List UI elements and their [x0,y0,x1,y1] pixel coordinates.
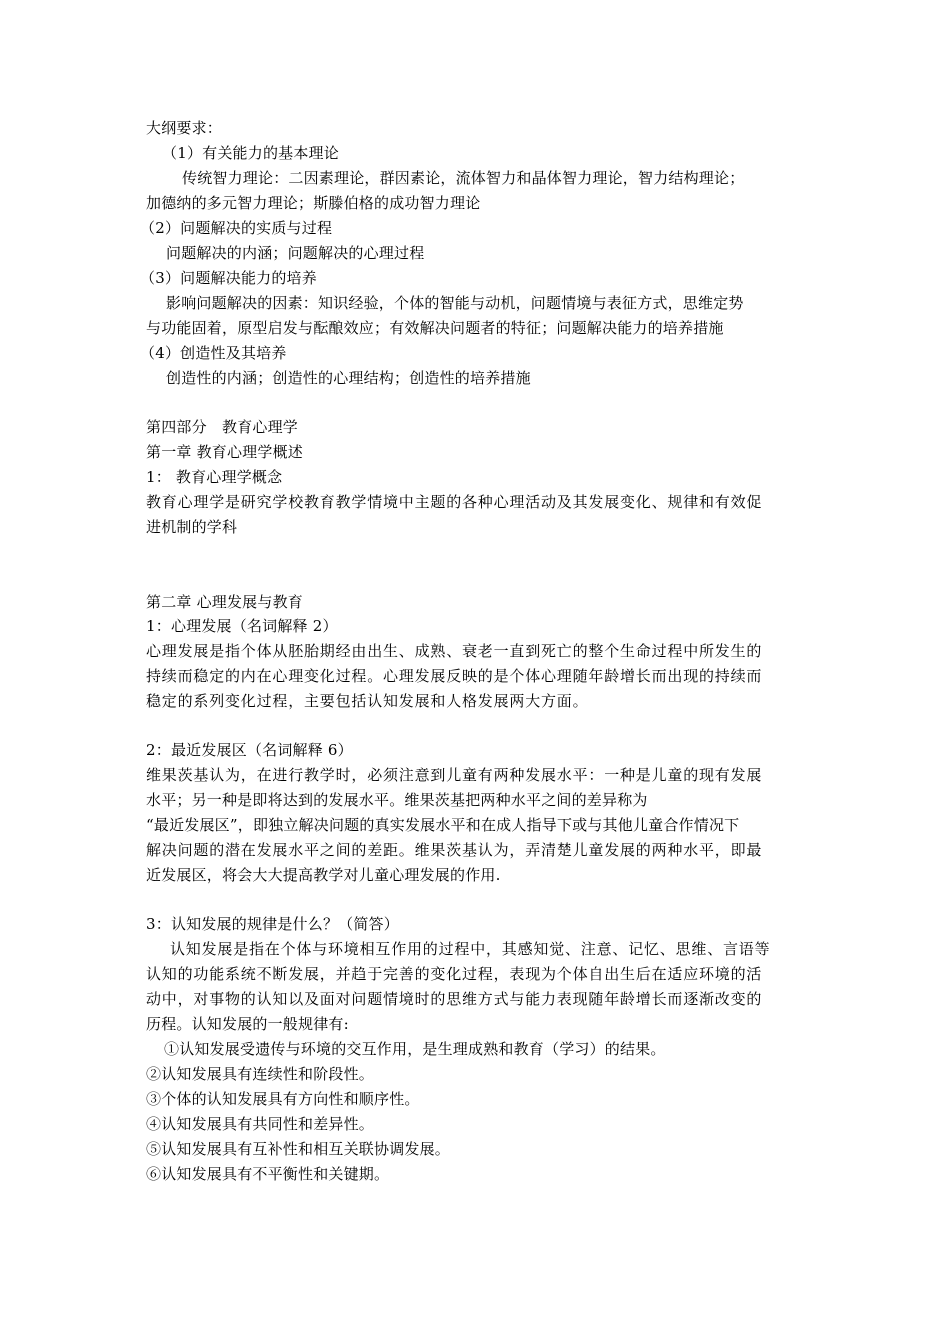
rule-4: ④认知发展具有共同性和差异性。 [146,1115,375,1133]
section-2-title: （2）问题解决的实质与过程 [140,219,333,237]
item-1-body-line-2: 进机制的学科 [146,518,238,536]
q2-body-line-3: “最近发展区”，即独立解决问题的真实发展水平和在成人指导下或与其他儿童合作情况下 [146,816,740,834]
chapter-2-title: 第二章 心理发展与教育 [146,593,303,611]
q2-body-line-2: 水平；另一种是即将达到的发展水平。维果茨基把两种水平之间的差异称为 [146,791,648,809]
rule-3: ③个体的认知发展具有方向性和顺序性。 [146,1090,420,1108]
section-1-body-line-2: 加德纳的多元智力理论；斯滕伯格的成功智力理论 [146,194,481,212]
q2-title: 2：最近发展区（名词解释 6） [146,741,353,759]
q1-body-line-1: 心理发展是指个体从胚胎期经由出生、成熟、衰老一直到死亡的整个生命过程中所发生的 [146,642,763,660]
q3-body-line-4: 历程。认知发展的一般规律有: [146,1015,349,1033]
rule-1: ①认知发展受遗传与环境的交互作用，是生理成熟和教育（学习）的结果。 [164,1040,666,1058]
section-4-body: 创造性的内涵；创造性的心理结构；创造性的培养措施 [166,369,531,387]
section-2-body: 问题解决的内涵；问题解决的心理过程 [166,244,425,262]
q2-body-line-5: 近发展区，将会大大提高教学对儿童心理发展的作用. [146,866,501,884]
q2-body-line-1: 维果茨基认为，在进行教学时，必须注意到儿童有两种发展水平：一种是儿童的现有发展 [146,766,763,784]
q3-body-line-3: 动中，对事物的认知以及面对问题情境时的思维方式与能力表现随年龄增长而逐渐改变的 [146,990,763,1008]
q3-body-line-2: 认知的功能系统不断发展，并趋于完善的变化过程，表现为个体自出生后在适应环境的活 [146,965,763,983]
rule-2: ②认知发展具有连续性和阶段性。 [146,1065,375,1083]
q2-body-line-4: 解决问题的潜在发展水平之间的差距。维果茨基认为，弄清楚儿童发展的两种水平，即最 [146,841,763,859]
q3-title: 3：认知发展的规律是什么？（简答） [146,915,399,933]
part-4-title: 第四部分 教育心理学 [146,418,299,436]
rule-6: ⑥认知发展具有不平衡性和关键期。 [146,1165,390,1183]
item-1-body-line-1: 教育心理学是研究学校教育教学情境中主题的各种心理活动及其发展变化、规律和有效促 [146,493,763,511]
q3-body-line-1: 认知发展是指在个体与环境相互作用的过程中，其感知觉、注意、记忆、思维、言语等 [170,940,771,958]
item-1-title: 1： 教育心理学概念 [146,468,283,486]
section-3-title: （3）问题解决能力的培养 [140,269,317,287]
section-1-title: （1）有关能力的基本理论 [162,144,339,162]
rule-5: ⑤认知发展具有互补性和相互关联协调发展。 [146,1140,451,1158]
section-1-body-line-1: 传统智力理论：二因素理论，群因素论，流体智力和晶体智力理论，智力结构理论； [182,169,745,187]
section-3-body-line-1: 影响问题解决的因素：知识经验，个体的智能与动机，问题情境与表征方式，思维定势 [166,294,744,312]
section-3-body-line-2: 与功能固着，原型启发与酝酿效应；有效解决问题者的特征；问题解决能力的培养措施 [146,319,724,337]
q1-body-line-2: 持续而稳定的内在心理变化过程。心理发展反映的是个体心理随年龄增长而出现的持续而 [146,667,763,685]
q1-title: 1：心理发展（名词解释 2） [146,617,338,635]
chapter-1-title: 第一章 教育心理学概述 [146,443,303,461]
q1-body-line-3: 稳定的系列变化过程，主要包括认知发展和人格发展两大方面。 [146,692,589,710]
section-4-title: （4）创造性及其培养 [140,344,287,362]
syllabus-heading: 大纲要求： [146,119,223,137]
